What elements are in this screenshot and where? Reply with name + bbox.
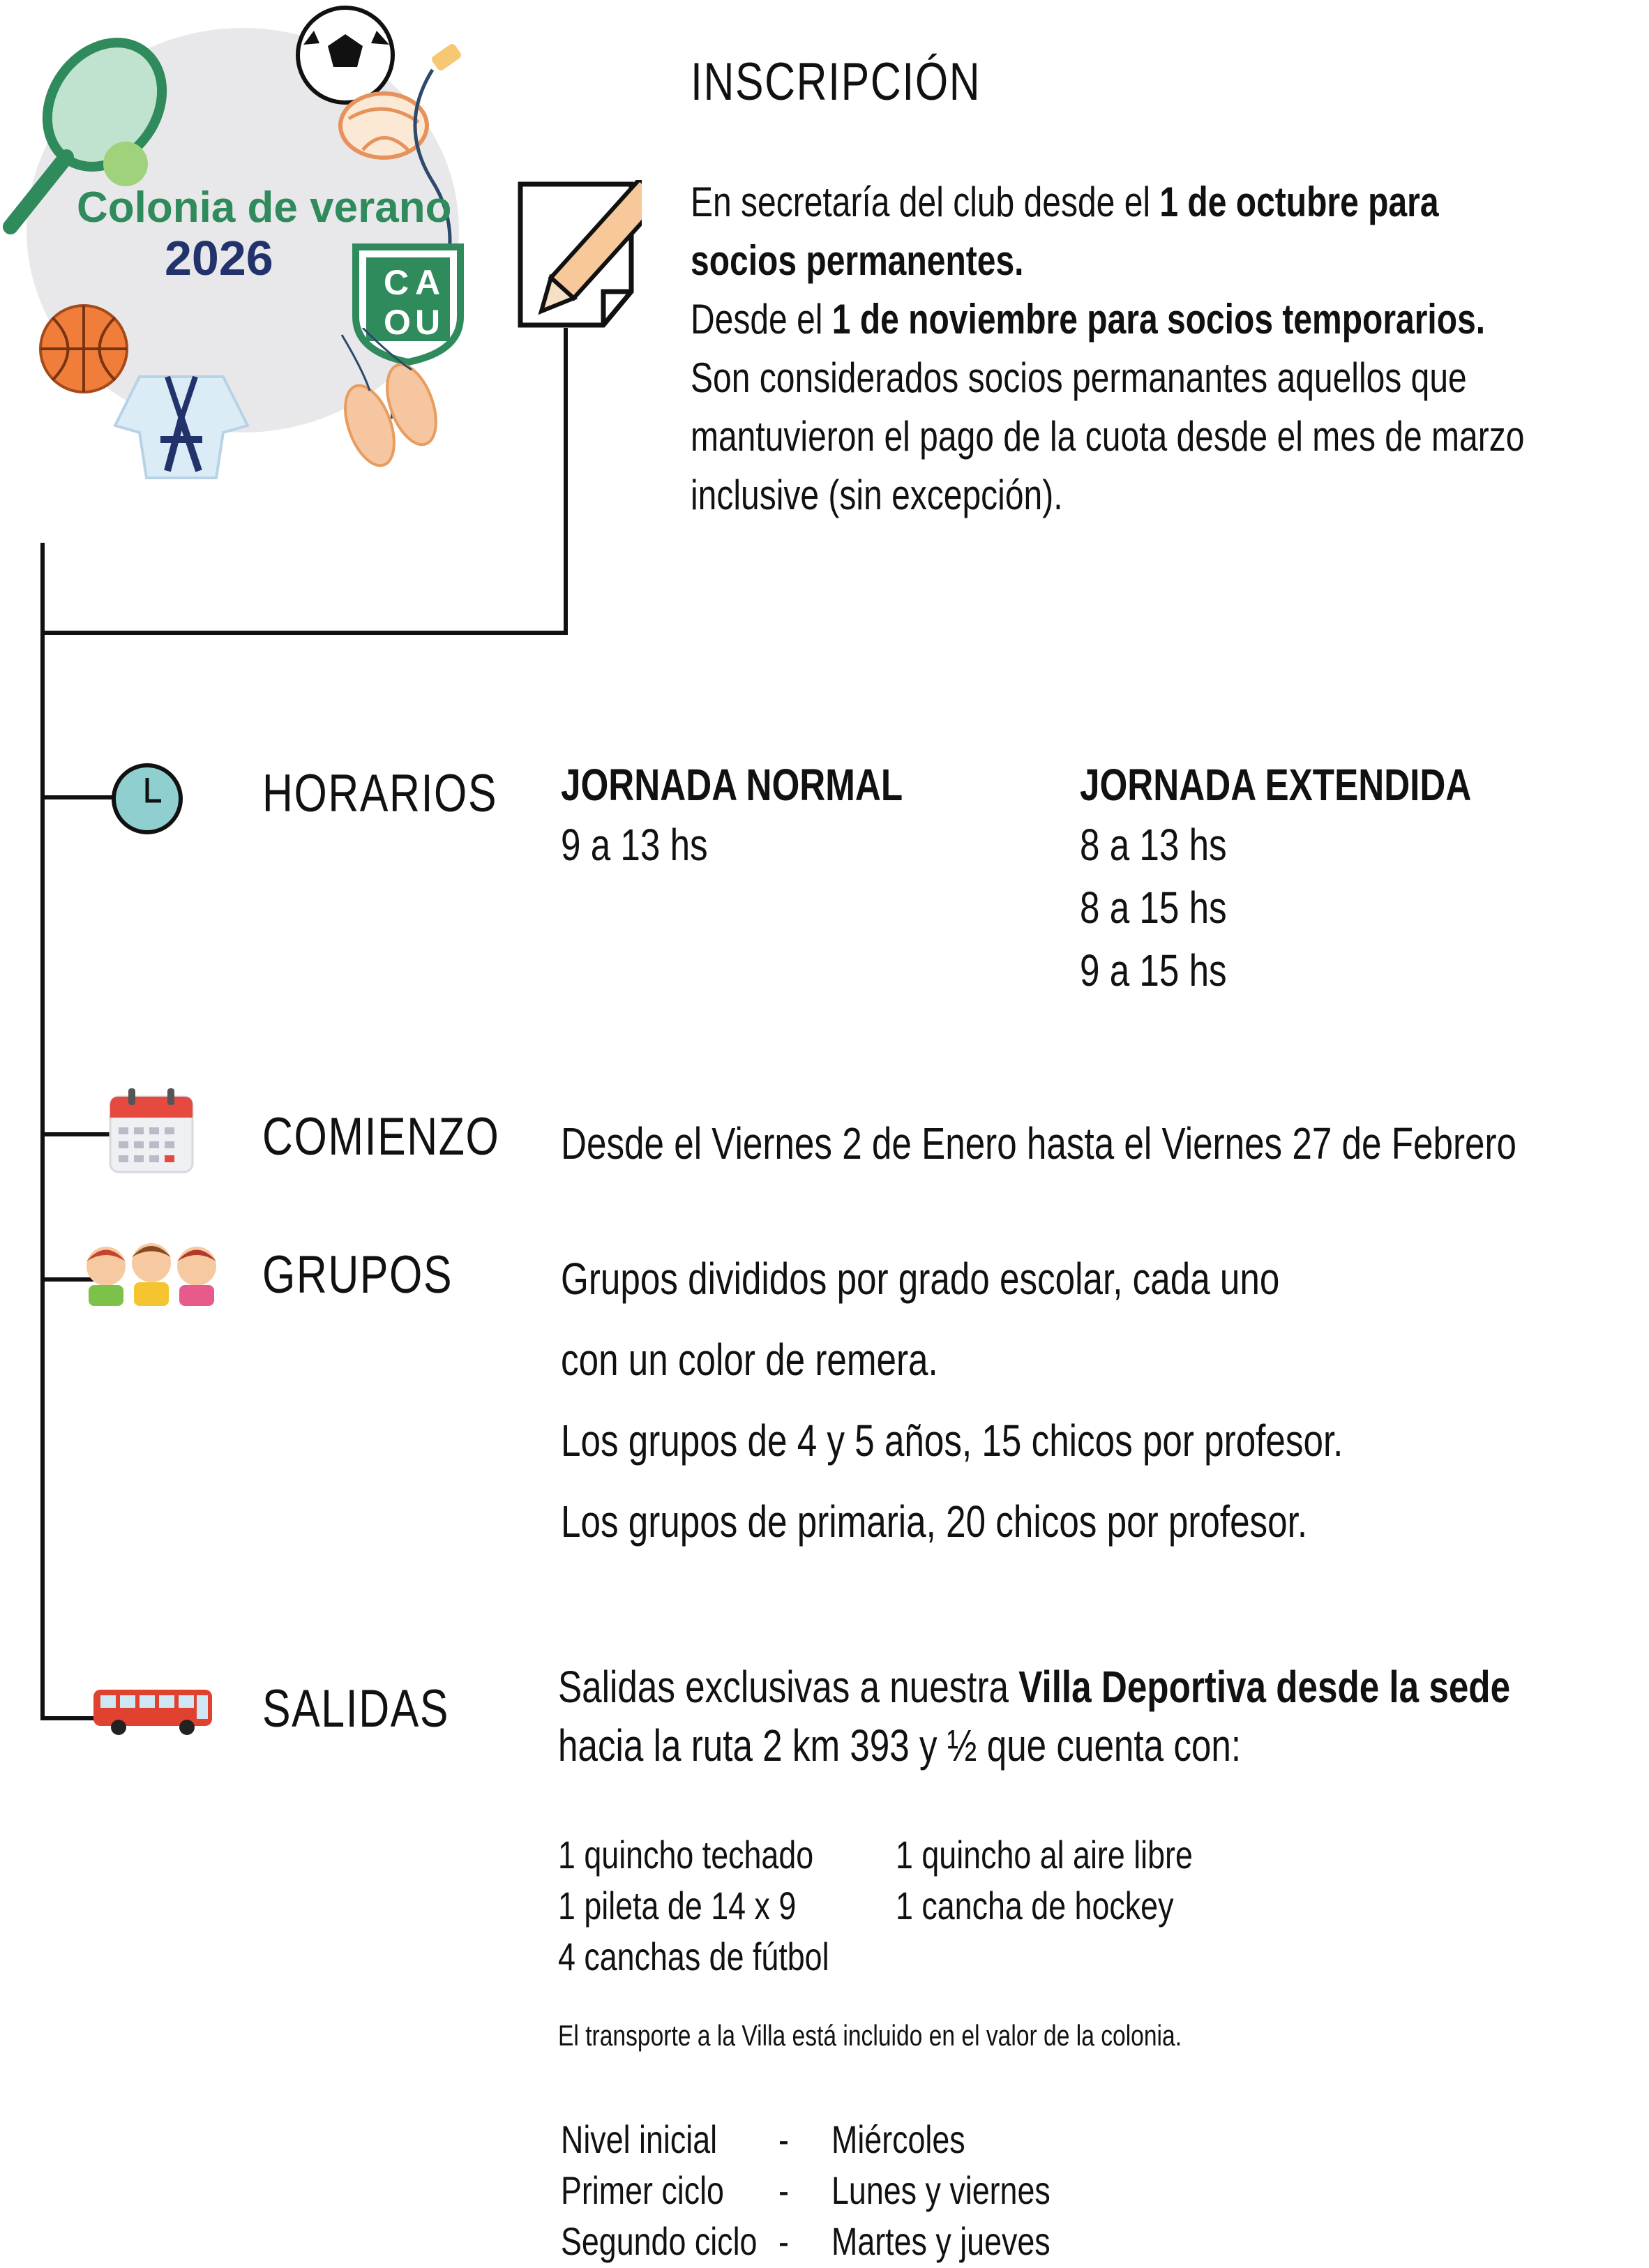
schedule-sep: - xyxy=(778,2168,789,2212)
inscripcion-line5: mantuvieron el pago de la cuota desde el mes de marzo xyxy=(691,413,1525,460)
inscripcion-line3: Desde el xyxy=(691,296,832,343)
karate-gi-icon xyxy=(112,363,251,481)
grupos-line: Los grupos de 4 y 5 años, 15 chicos por profesor. xyxy=(561,1415,1343,1466)
grupos-line: con un color de remera. xyxy=(561,1335,938,1385)
schedule-levels xyxy=(561,2114,757,2267)
jornada-extendida-time: 9 a 15 hs xyxy=(1080,945,1227,996)
schedule-day: Martes y jueves xyxy=(831,2219,1051,2263)
amenity-item: 1 pileta de 14 x 9 xyxy=(558,1884,797,1928)
timeline-branch-inscripcion xyxy=(45,631,568,635)
badge-letter: C xyxy=(384,263,409,302)
inscripcion-line1-bold: 1 de octubre para xyxy=(1159,179,1439,225)
logo-title: Colonia de verano xyxy=(77,183,452,232)
schedule-day: Lunes y viernes xyxy=(831,2168,1051,2212)
pencil-paper-icon xyxy=(516,180,642,333)
schedule-level: Nivel inicial xyxy=(561,2117,718,2161)
amenity-item: 4 canchas de fútbol xyxy=(558,1935,829,1978)
bus-icon xyxy=(91,1684,216,1737)
jornada-normal-time: 9 a 13 hs xyxy=(561,820,708,870)
inscripcion-text xyxy=(691,173,1524,525)
grupos-line: Grupos divididos por grado escolar, cada uno xyxy=(561,1254,1280,1304)
timeline-vertical-line xyxy=(40,543,45,1720)
amenity-item: 1 quincho techado xyxy=(558,1833,814,1877)
calendar-icon xyxy=(106,1086,197,1176)
schedule-level: Segundo ciclo xyxy=(561,2219,758,2263)
horarios-label: HORARIOS xyxy=(262,764,498,823)
grupos-label: GRUPOS xyxy=(262,1245,453,1305)
jornada-extendida-times xyxy=(1080,813,1227,1002)
schedule-sep: - xyxy=(778,2219,789,2263)
comienzo-label: COMIENZO xyxy=(262,1107,500,1166)
salidas-label: SALIDAS xyxy=(262,1679,450,1738)
clock-icon xyxy=(109,760,186,837)
salidas-intro-line1: Salidas exclusivas a nuestra xyxy=(558,1662,1019,1712)
timeline-branch-horarios xyxy=(45,795,114,799)
salidas-intro-bold: Villa Deportiva desde la sede xyxy=(1018,1662,1511,1712)
ballet-shoes-icon xyxy=(321,328,460,481)
amenities-right xyxy=(896,1829,1193,1931)
jornada-normal-times xyxy=(561,813,708,876)
amenity-item: 1 cancha de hockey xyxy=(896,1884,1174,1928)
inscripcion-line3-bold: 1 de noviembre para socios temporarios. xyxy=(831,296,1486,343)
schedule-separators xyxy=(778,2114,789,2267)
salidas-intro-line2: hacia la ruta 2 km 393 y ½ que cuenta con: xyxy=(558,1720,1242,1771)
badge-letter: A xyxy=(415,263,441,302)
schedule-day: Miércoles xyxy=(831,2117,965,2161)
timeline-branch-inscripcion-vertical xyxy=(564,328,568,635)
schedule-level: Primer ciclo xyxy=(561,2168,724,2212)
timeline-branch-comienzo xyxy=(45,1132,114,1136)
jornada-extendida-time: 8 a 15 hs xyxy=(1080,883,1227,933)
amenity-item: 1 quincho al aire libre xyxy=(896,1833,1193,1877)
comienzo-text: Desde el Viernes 2 de Enero hasta el Viernes 27 de Febrero xyxy=(561,1118,1516,1169)
amenities-left xyxy=(558,1829,829,1982)
schedule-days xyxy=(831,2114,1051,2267)
logo-year: 2026 xyxy=(165,231,273,285)
inscripcion-title: INSCRIPCIÓN xyxy=(691,52,981,112)
inscripcion-line6: inclusive (sin excepción). xyxy=(691,472,1063,518)
jornada-extendida-time: 8 a 13 hs xyxy=(1080,820,1227,870)
transport-note: El transporte a la Villa está incluido en el valor de la colonia. xyxy=(558,2019,1182,2052)
inscripcion-line1: En secretaría del club desde el xyxy=(691,179,1160,225)
badge-letter: O xyxy=(384,303,411,342)
kids-icon xyxy=(78,1235,225,1312)
inscripcion-line4: Son considerados socios permanantes aquellos que xyxy=(691,354,1467,401)
grupos-text xyxy=(561,1238,1343,1562)
badge-letter: U xyxy=(415,303,441,342)
schedule-sep: - xyxy=(778,2117,789,2161)
salidas-intro xyxy=(558,1658,1510,1775)
inscripcion-line2: socios permanentes. xyxy=(691,237,1024,284)
jornada-normal-title: JORNADA NORMAL xyxy=(561,760,903,810)
grupos-line: Los grupos de primaria, 20 chicos por profesor. xyxy=(561,1496,1308,1547)
jornada-extendida-title: JORNADA EXTENDIDA xyxy=(1080,760,1472,810)
timeline-branch-salidas xyxy=(45,1716,98,1720)
